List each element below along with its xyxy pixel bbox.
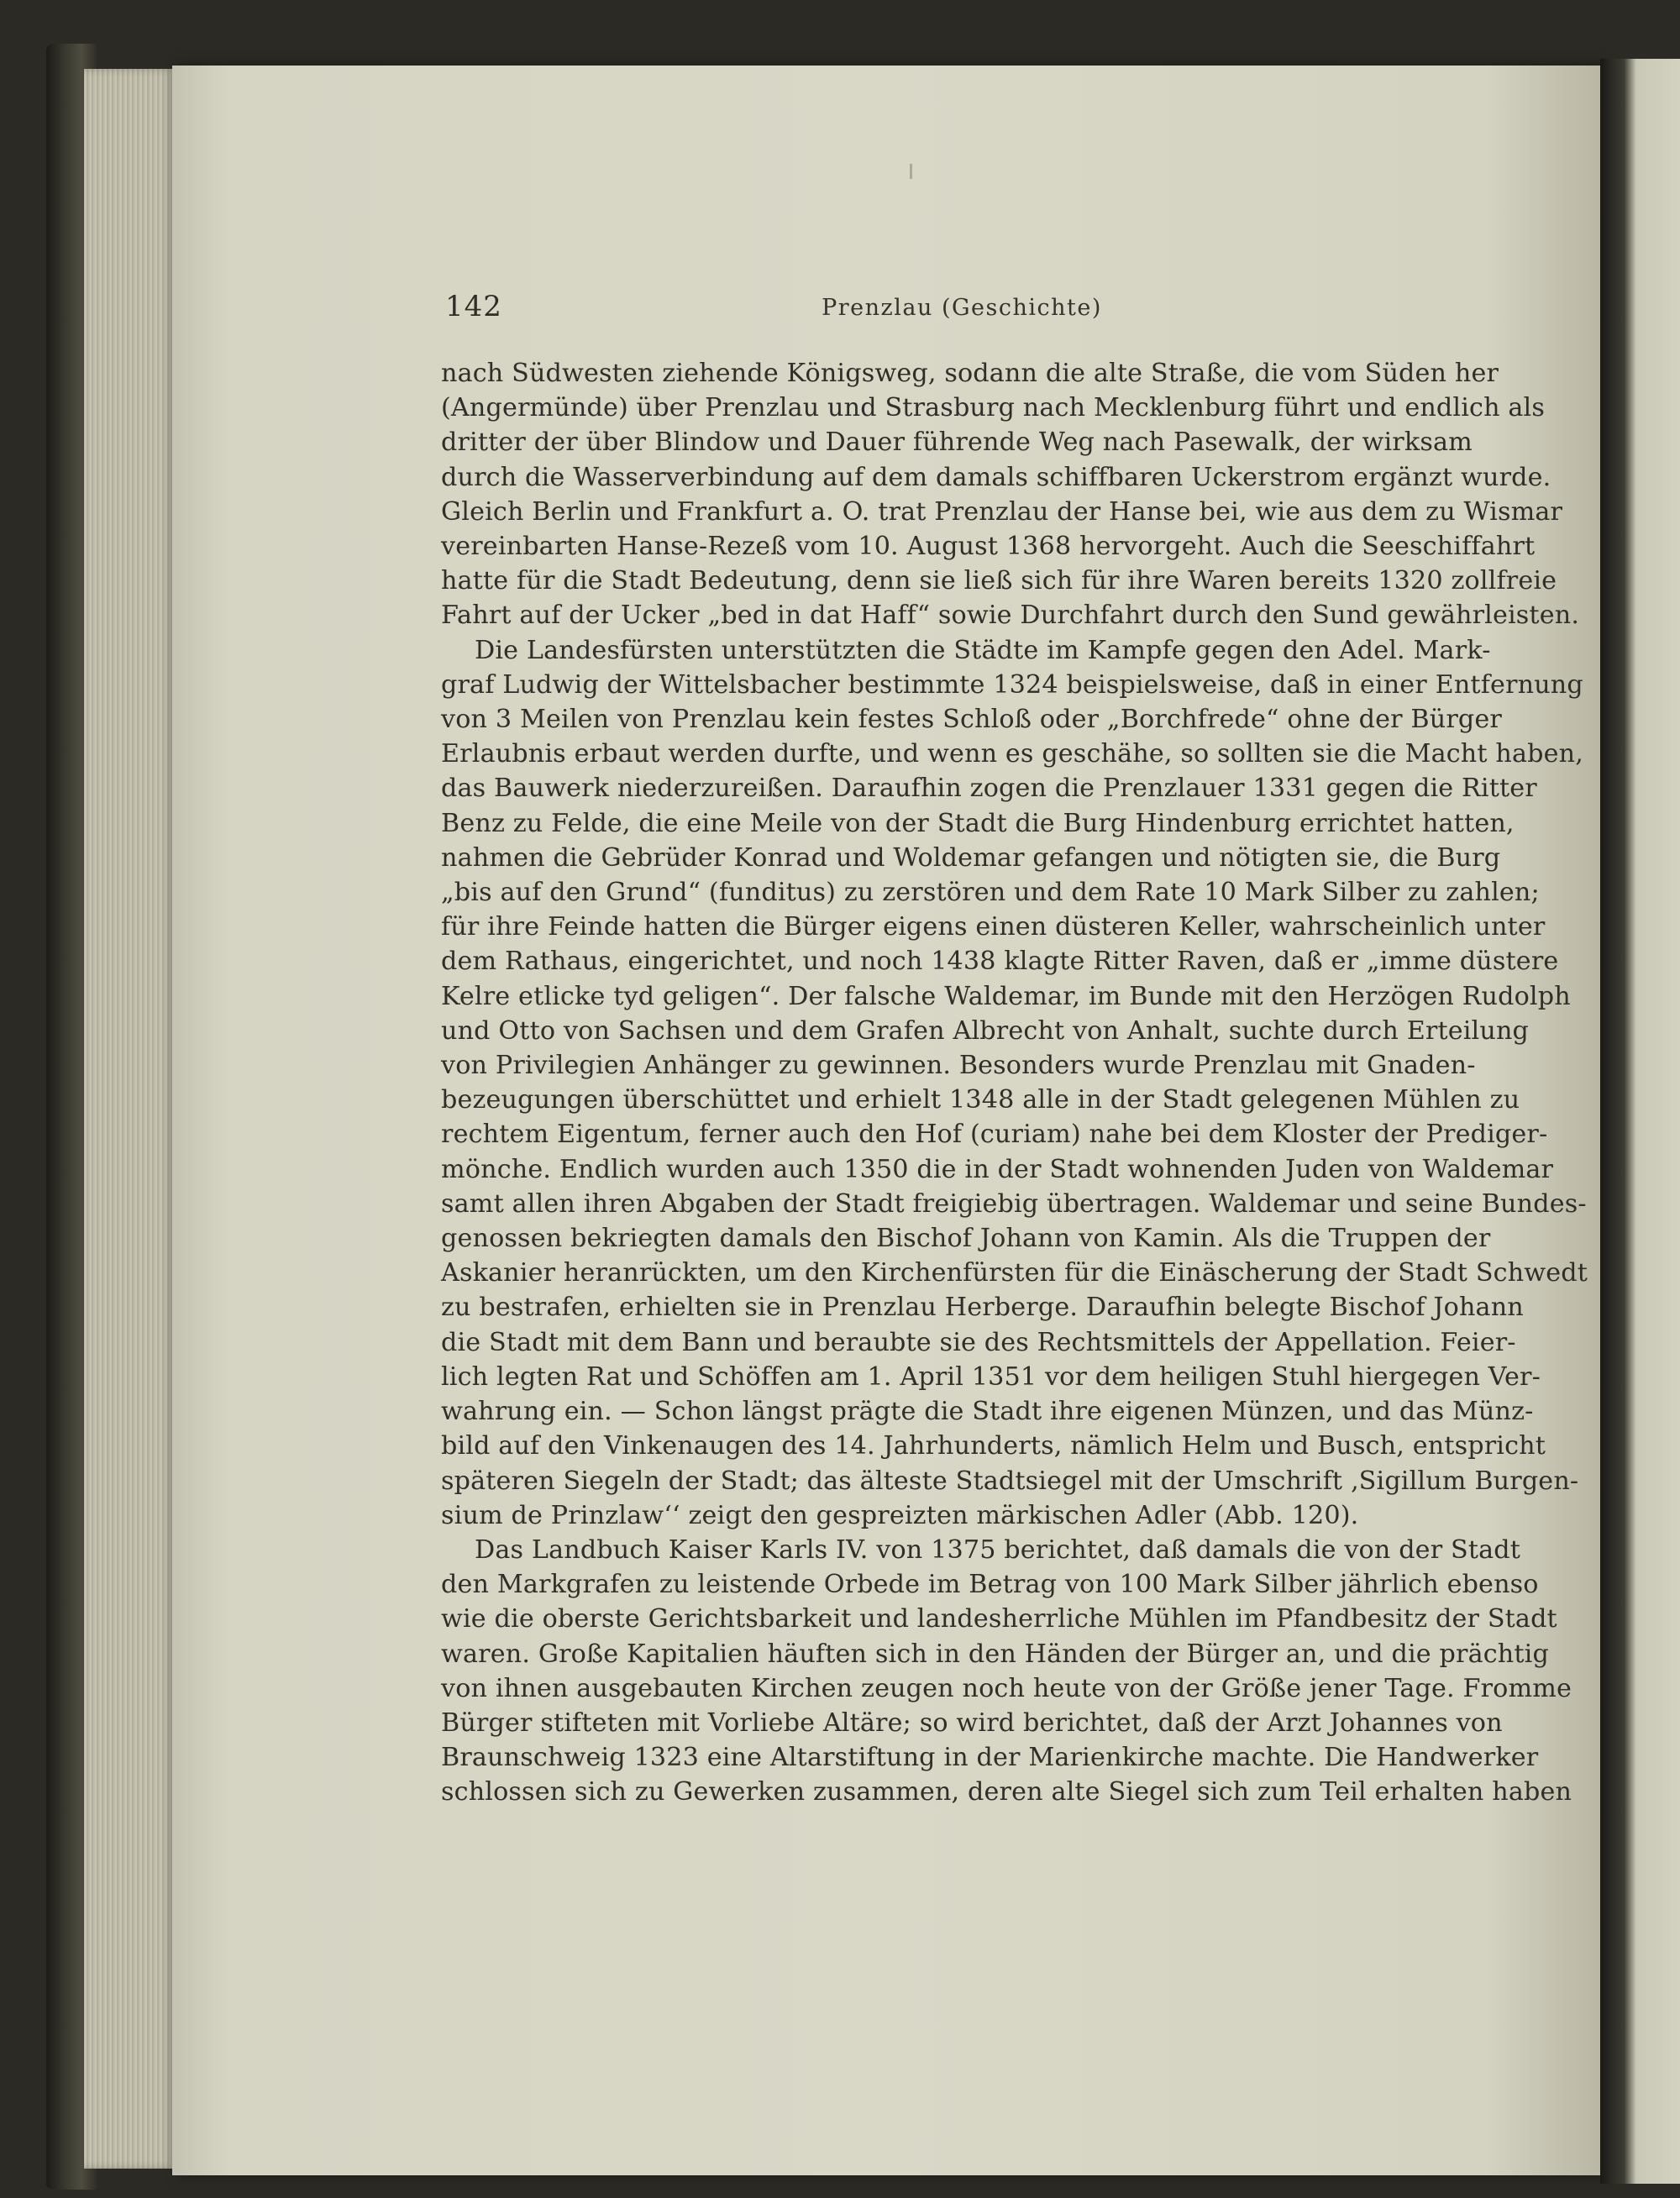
text-line: wahrung ein. — Schon längst prägte die Stadt ihre eigenen Münzen, und das Münz-	[441, 1397, 1534, 1427]
text-line: graf Ludwig der Wittelsbacher bestimmte 1324 beispielsweise, daß in einer Entfernung	[441, 669, 1583, 700]
text-line: mönche. Endlich wurden auch 1350 die in der Stadt wohnenden Juden von Waldemar	[441, 1154, 1554, 1184]
text-line: hatte für die Stadt Bedeutung, denn sie ließ sich für ihre Waren bereits 1320 zollfreie	[441, 566, 1557, 596]
text-line: bild auf den Vinkenaugen des 14. Jahrhunderts, nämlich Helm und Busch, entspricht	[441, 1431, 1546, 1461]
text-line: von Privilegien Anhänger zu gewinnen. Besonders wurde Prenzlau mit Gnaden-	[441, 1051, 1476, 1081]
text-line: Gleich Berlin und Frankfurt a. O. trat Prenzlau der Hanse bei, wie aus dem zu Wismar	[441, 496, 1563, 527]
text-line: durch die Wasserverbindung auf dem damals schiffbaren Uckerstrom ergänzt wurde.	[441, 462, 1551, 492]
text-line: die Stadt mit dem Bann und beraubte sie des Rechtsmittels der Appellation. Feier-	[441, 1327, 1516, 1357]
text-line: Braunschweig 1323 eine Altarstiftung in der Marienkirche machte. Die Handwerker	[441, 1743, 1539, 1773]
text-line: nahmen die Gebrüder Konrad und Woldemar gefangen und nötigten sie, die Burg	[441, 842, 1501, 873]
text-line: Erlaubnis erbaut werden durfte, und wenn es geschähe, so sollten sie die Macht haben,	[441, 739, 1583, 769]
text-line: dritter der über Blindow und Dauer führende Weg nach Pasewalk, der wirksam	[441, 428, 1473, 458]
text-line: sium de Prinzlaw‘‘ zeigt den gespreizten märkischen Adler (Abb. 120).	[441, 1500, 1359, 1530]
text-line: Askanier heranrückten, um den Kirchenfürsten für die Einäscherung der Stadt Schwedt	[441, 1258, 1588, 1288]
text-line: wie die oberste Gerichtsbarkeit und landesherrliche Mühlen im Pfandbesitz der Stadt	[441, 1604, 1557, 1634]
page-edges	[84, 69, 176, 2169]
text-line: Benz zu Felde, die eine Meile von der Stadt die Burg Hindenburg errichtet hatten,	[441, 808, 1515, 838]
text-line: dem Rathaus, eingerichtet, und noch 1438 klagte Ritter Raven, daß er „imme düstere	[441, 947, 1559, 977]
text-line: Die Landesfürsten unterstützten die Städte im Kampfe gegen den Adel. Mark-	[475, 635, 1491, 665]
text-line: vereinbarten Hanse-Rezeß vom 10. August 1368 hervorgeht. Auch die Seeschiffahrt	[441, 532, 1536, 562]
text-line: von 3 Meilen von Prenzlau kein festes Schloß oder „Borchfrede“ ohne der Bürger	[441, 705, 1503, 735]
text-line: lich legten Rat und Schöffen am 1. April 1351 vor dem heiligen Stuhl hiergegen Ver-	[441, 1361, 1541, 1392]
text-line: für ihre Feinde hatten die Bürger eigens einen düsteren Keller, wahrscheinlich unter	[441, 912, 1546, 942]
text-line: und Otto von Sachsen und dem Grafen Albrecht von Anhalt, suchte durch Erteilung	[441, 1015, 1530, 1046]
body-text	[441, 356, 1588, 1810]
text-line: von ihnen ausgebauten Kirchen zeugen noch heute von der Größe jener Tage. Fromme	[441, 1673, 1572, 1703]
text-line: bezeugungen überschüttet und erhielt 1348 alle in der Stadt gelegenen Mühlen zu	[441, 1085, 1520, 1115]
text-line: Bürger stifteten mit Vorliebe Altäre; so wird berichtet, daß der Arzt Johannes von	[441, 1708, 1503, 1738]
text-line: waren. Große Kapitalien häuften sich in den Händen der Bürger an, und die prächtig	[441, 1639, 1549, 1669]
text-line: Das Landbuch Kaiser Karls IV. von 1375 berichtet, daß damals die von der Stadt	[475, 1534, 1521, 1565]
page-number: 142	[445, 290, 502, 323]
text-line: „bis auf den Grund“ (funditus) zu zerstören und dem Rate 10 Mark Silber zu zahlen;	[441, 878, 1540, 908]
text-line: späteren Siegeln der Stadt; das älteste Stadtsiegel mit der Umschrift ‚Sigillum Burgen-	[441, 1466, 1579, 1496]
running-title: Prenzlau (Geschichte)	[822, 295, 1102, 321]
text-line: Fahrt auf der Ucker „bed in dat Haff“ sowie Durchfahrt durch den Sund gewährleisten.	[441, 601, 1580, 631]
text-line: (Angermünde) über Prenzlau und Strasburg nach Mecklenburg führt und endlich als	[441, 393, 1545, 423]
text-line: zu bestrafen, erhielten sie in Prenzlau Herberge. Daraufhin belegte Bischof Johann	[441, 1293, 1524, 1323]
text-line: den Markgrafen zu leistende Orbede im Betrag von 100 Mark Silber jährlich ebenso	[441, 1570, 1539, 1600]
text-line: genossen bekriegten damals den Bischof Johann von Kamin. Als die Truppen der	[441, 1224, 1491, 1254]
next-page-edge	[1600, 59, 1680, 2184]
page-blemish	[910, 164, 912, 179]
page-header	[445, 290, 1478, 340]
text-line: samt allen ihren Abgaben der Stadt freigiebig übertragen. Waldemar und seine Bundes-	[441, 1188, 1587, 1219]
text-line: das Bauwerk niederzureißen. Daraufhin zogen die Prenzlauer 1331 gegen die Ritter	[441, 774, 1537, 804]
text-line: nach Südwesten ziehende Königsweg, sodann die alte Straße, die vom Süden her	[441, 359, 1499, 388]
text-line: schlossen sich zu Gewerken zusammen, deren alte Siegel sich zum Teil erhalten haben	[441, 1777, 1572, 1807]
text-line: rechtem Eigentum, ferner auch den Hof (curiam) nahe bei dem Kloster der Prediger-	[441, 1120, 1548, 1150]
text-line: Kelre etlicke tyd geligen“. Der falsche Waldemar, im Bunde mit den Herzögen Rudolph	[441, 981, 1571, 1011]
